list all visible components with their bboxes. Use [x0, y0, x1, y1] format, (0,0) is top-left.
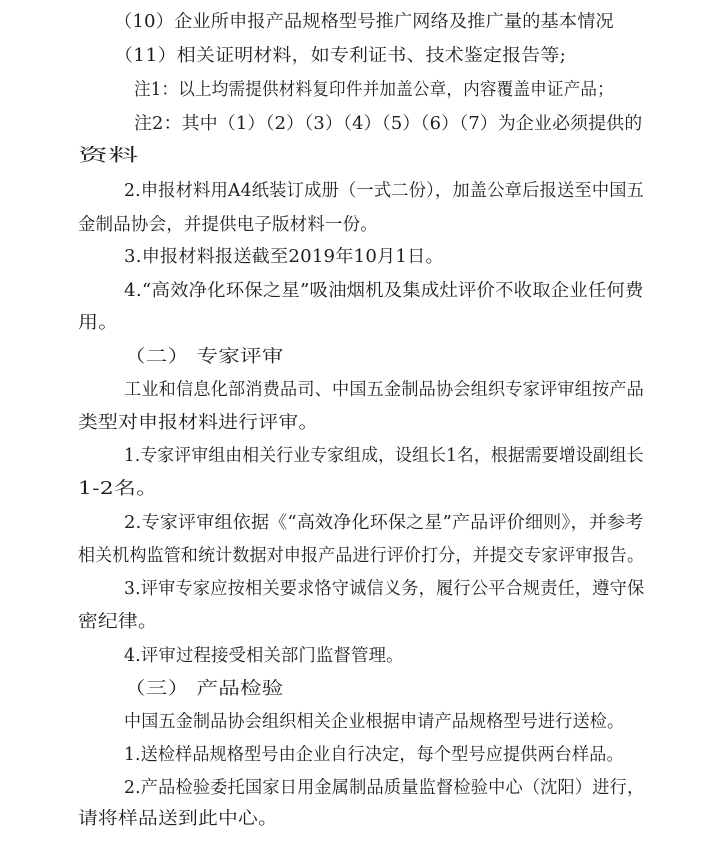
expert-review-intro: 工业和信息化部消费品司、中国五金制品协会组织专家评审组按产品: [124, 380, 644, 400]
expert-review-item-1-cont: 1-2名。: [78, 479, 159, 499]
no-fee-text: 4.“高效净化环保之星”吸油烟机及集成灶评价不收取企业任何费: [124, 281, 644, 301]
submission-format-text: 2.申报材料用A4纸装订成册（一式二份），加盖公章后报送至中国五: [124, 181, 645, 201]
section-expert-review-heading: （二） 专家评审: [124, 347, 284, 367]
submission-format-text-cont: 金制品协会，并提供电子版材料一份。: [78, 215, 378, 235]
note-1-text: 注1：以上均需提供材料复印件并加盖公章，内容覆盖申证产品；: [134, 80, 614, 100]
product-inspection-item-1: 1.送检样品规格型号由企业自行决定，每个型号应提供两台样品。: [124, 745, 624, 765]
expert-review-item-3: 3.评审专家应按相关要求恪守诚信义务，履行公平合规责任，遵守保: [124, 579, 645, 599]
expert-review-item-2-cont: 相关机构监管和统计数据对申报产品进行评价打分，并提交专家评审报告。: [78, 546, 645, 566]
product-inspection-intro: 中国五金制品协会组织相关企业根据申请产品规格型号进行送检。: [124, 712, 625, 732]
item-10-text: （10）企业所申报产品规格型号推广网络及推广量的基本情况: [114, 12, 614, 32]
note-2-text: 注2：其中（1）（2）（3）（4）（5）（6）（7）为企业必须提供的: [134, 114, 643, 134]
product-inspection-item-2-cont: 请将样品送到此中心。: [78, 809, 278, 829]
expert-review-item-4: 4.评审过程接受相关部门监督管理。: [124, 646, 404, 666]
item-11-text: （11）相关证明材料，如专利证书、技术鉴定报告等;: [114, 46, 567, 66]
expert-review-item-2: 2.专家评审组依据《“高效净化环保之星”产品评价细则》，并参考: [124, 513, 644, 533]
product-inspection-item-2: 2.产品检验委托国家日用金属制品质量监督检验中心（沈阳）进行，: [124, 778, 645, 798]
no-fee-text-cont: 用。: [78, 313, 119, 333]
expert-review-item-1: 1.专家评审组由相关行业专家组成，设组长1名，根据需要增设副组长: [124, 446, 644, 466]
deadline-text: 3.申报材料报送截至2019年10月1日。: [124, 247, 444, 267]
note-2-text-cont: 资料: [78, 146, 139, 166]
expert-review-intro-cont: 类型对申报材料进行评审。: [78, 413, 319, 433]
expert-review-item-3-cont: 密纪律。: [78, 612, 158, 632]
section-product-inspection-heading: （三） 产品检验: [124, 679, 284, 699]
